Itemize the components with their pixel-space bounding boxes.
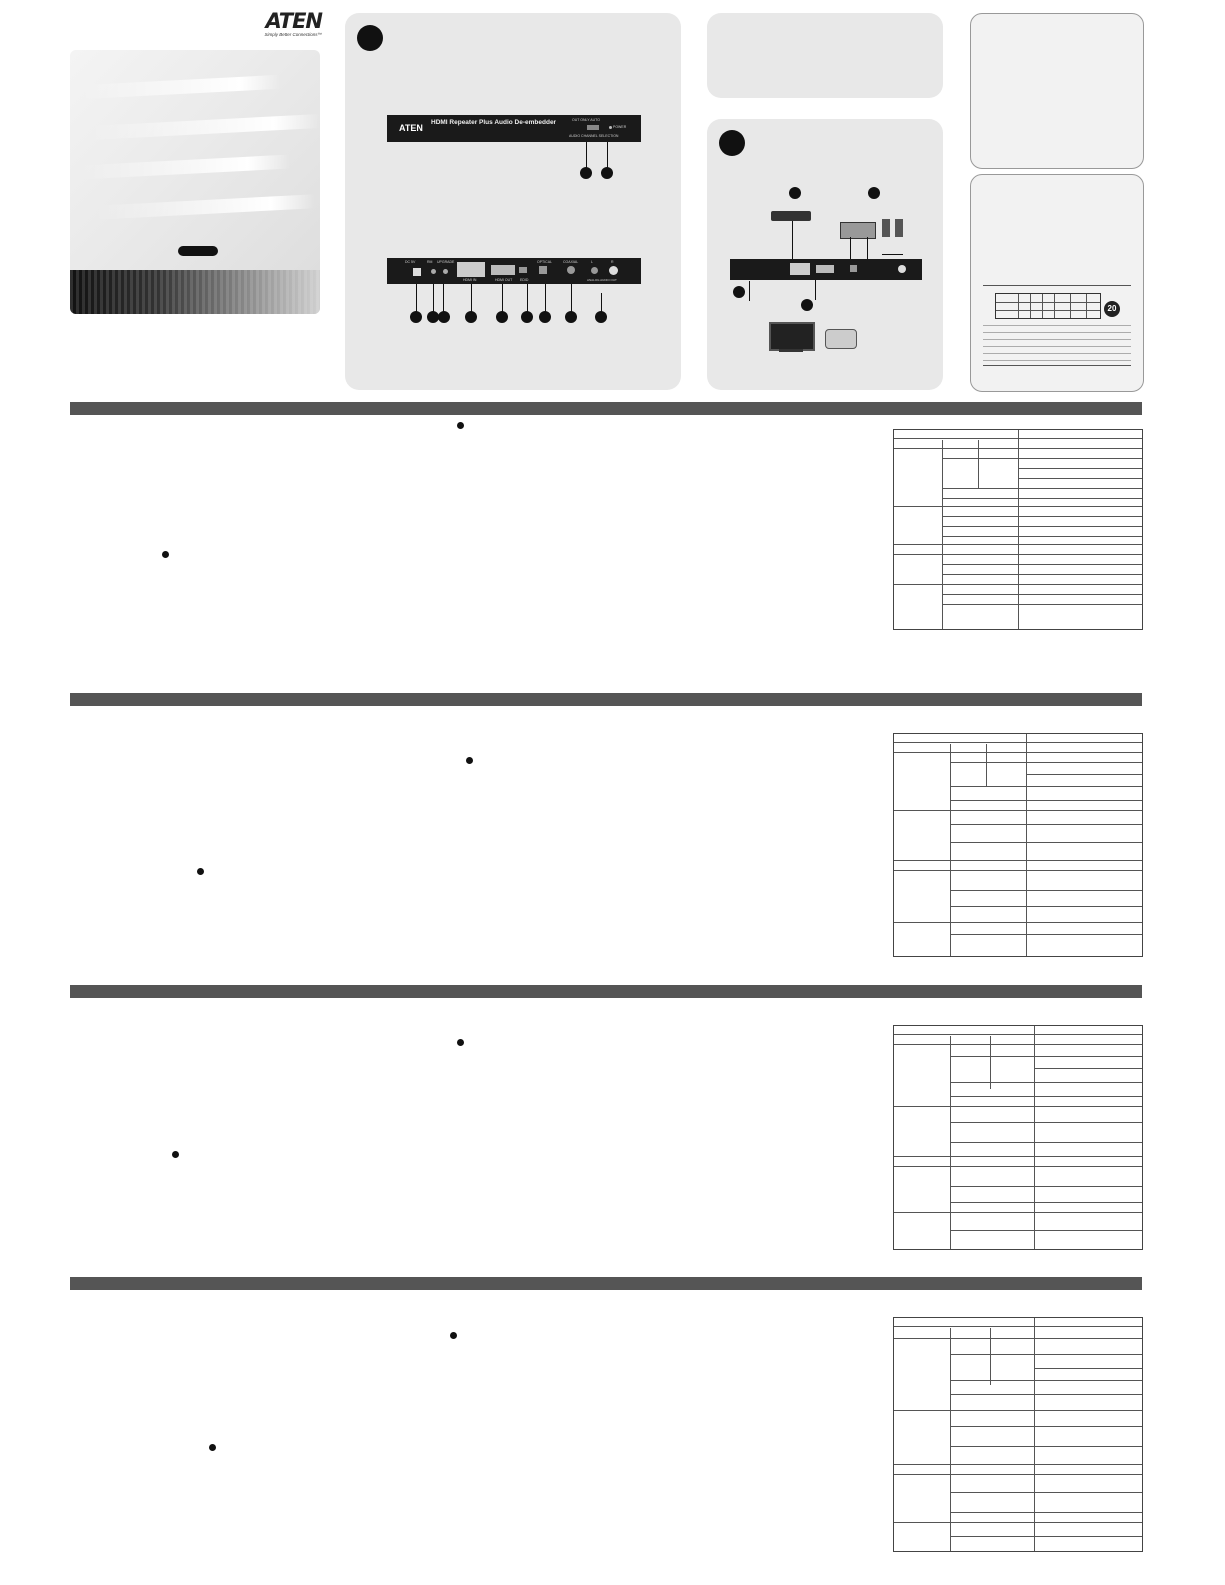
front-callout-2 [601,167,613,179]
rohs-notes [983,325,1131,361]
speaker-left [882,219,890,237]
cover-art [70,50,320,314]
rear-callout-8 [565,311,577,323]
spec-table-2 [893,733,1143,957]
installation-panel [707,119,943,390]
logo-tagline: Simply Better Connections [264,32,318,37]
front-device-brand: ATEN [399,123,423,133]
rear-label-edid: EDID [520,278,529,282]
rear-callout-3 [438,311,450,323]
bullet-4a [450,1332,457,1339]
cover-pill [178,246,218,256]
coaxial-port [567,266,575,274]
audio-l-port [591,267,598,274]
bullet-4b [209,1444,216,1451]
logo-tagline-mark: ™ [317,32,322,37]
bullet-3a [457,1039,464,1046]
rear-callout-7 [539,311,551,323]
rear-label-l: L [591,260,593,264]
aten-logo [258,10,322,37]
bullet-3b [172,1151,179,1158]
spec-table-3 [893,1025,1143,1250]
logo-text: ATEN [265,9,322,33]
front-panel-device [387,115,641,142]
front-selector-label: AUDIO CHANNEL SELECTION [569,134,619,138]
front-device-title: HDMI Repeater Plus Audio De-embedder [431,119,557,126]
audio-receiver [840,222,876,239]
info-panel-top [970,13,1144,169]
section-bar-3 [70,985,1142,998]
install-callout-3 [733,286,745,298]
bullet-2b [197,868,204,875]
rear-panel-device [387,258,641,284]
cover-gradient-band [70,270,320,314]
front-callout-1 [580,167,592,179]
edid-switch [519,267,527,273]
hdtv-display [769,322,815,351]
source-player [771,211,811,221]
spec-table-4 [893,1317,1143,1552]
install-device [730,259,922,280]
rear-label-hdmi-in: HDMI IN [463,278,477,282]
rohs-20-badge: 20 [1104,301,1120,317]
upgrade-port [443,269,448,274]
dc-jack [413,268,421,276]
rear-callout-9 [595,311,607,323]
rear-callout-6 [521,311,533,323]
projector [825,329,857,349]
section-badge-a [357,25,383,51]
bullet-2a [466,757,473,764]
section-bar-2 [70,693,1142,706]
rear-label-dc: DC 5V [405,260,416,264]
hdmi-out-port [491,265,515,275]
rear-callout-1 [410,311,422,323]
rear-label-r: R [611,260,614,264]
rear-callout-4 [465,311,477,323]
rear-label-analog: ANALOG AUDIO OUT [587,278,617,282]
rear-label-hdmi-out: HDMI OUT [495,278,513,282]
optical-port [539,266,547,274]
speaker-right [895,219,903,237]
section-bar-1 [70,402,1142,415]
install-callout-4 [801,299,813,311]
section-bar-4 [70,1277,1142,1290]
bullet-1a [457,422,464,429]
rohs-table [995,293,1101,319]
audio-r-port [609,266,618,275]
channel-switch [587,125,599,130]
rear-callout-5 [496,311,508,323]
front-switch-label: OUT ONLY AUTO [572,118,600,122]
rear-label-optical: OPTICAL [537,260,552,264]
front-power-label: POWER [613,125,627,129]
rohs-panel [970,174,1144,392]
spec-table-1 [893,429,1143,630]
rear-label-coaxial: COAXIAL [563,260,579,264]
requirements-panel [707,13,943,98]
rear-label-upgrade: UPGRADE [437,260,455,264]
hardware-review-panel [345,13,681,390]
install-callout-2 [868,187,880,199]
rear-label-rm: RM [427,260,433,264]
rm-port [431,269,436,274]
section-badge-b [719,130,745,156]
power-led [609,126,612,129]
hdmi-in-port [457,262,485,277]
install-callout-1 [789,187,801,199]
bullet-1b [162,551,169,558]
